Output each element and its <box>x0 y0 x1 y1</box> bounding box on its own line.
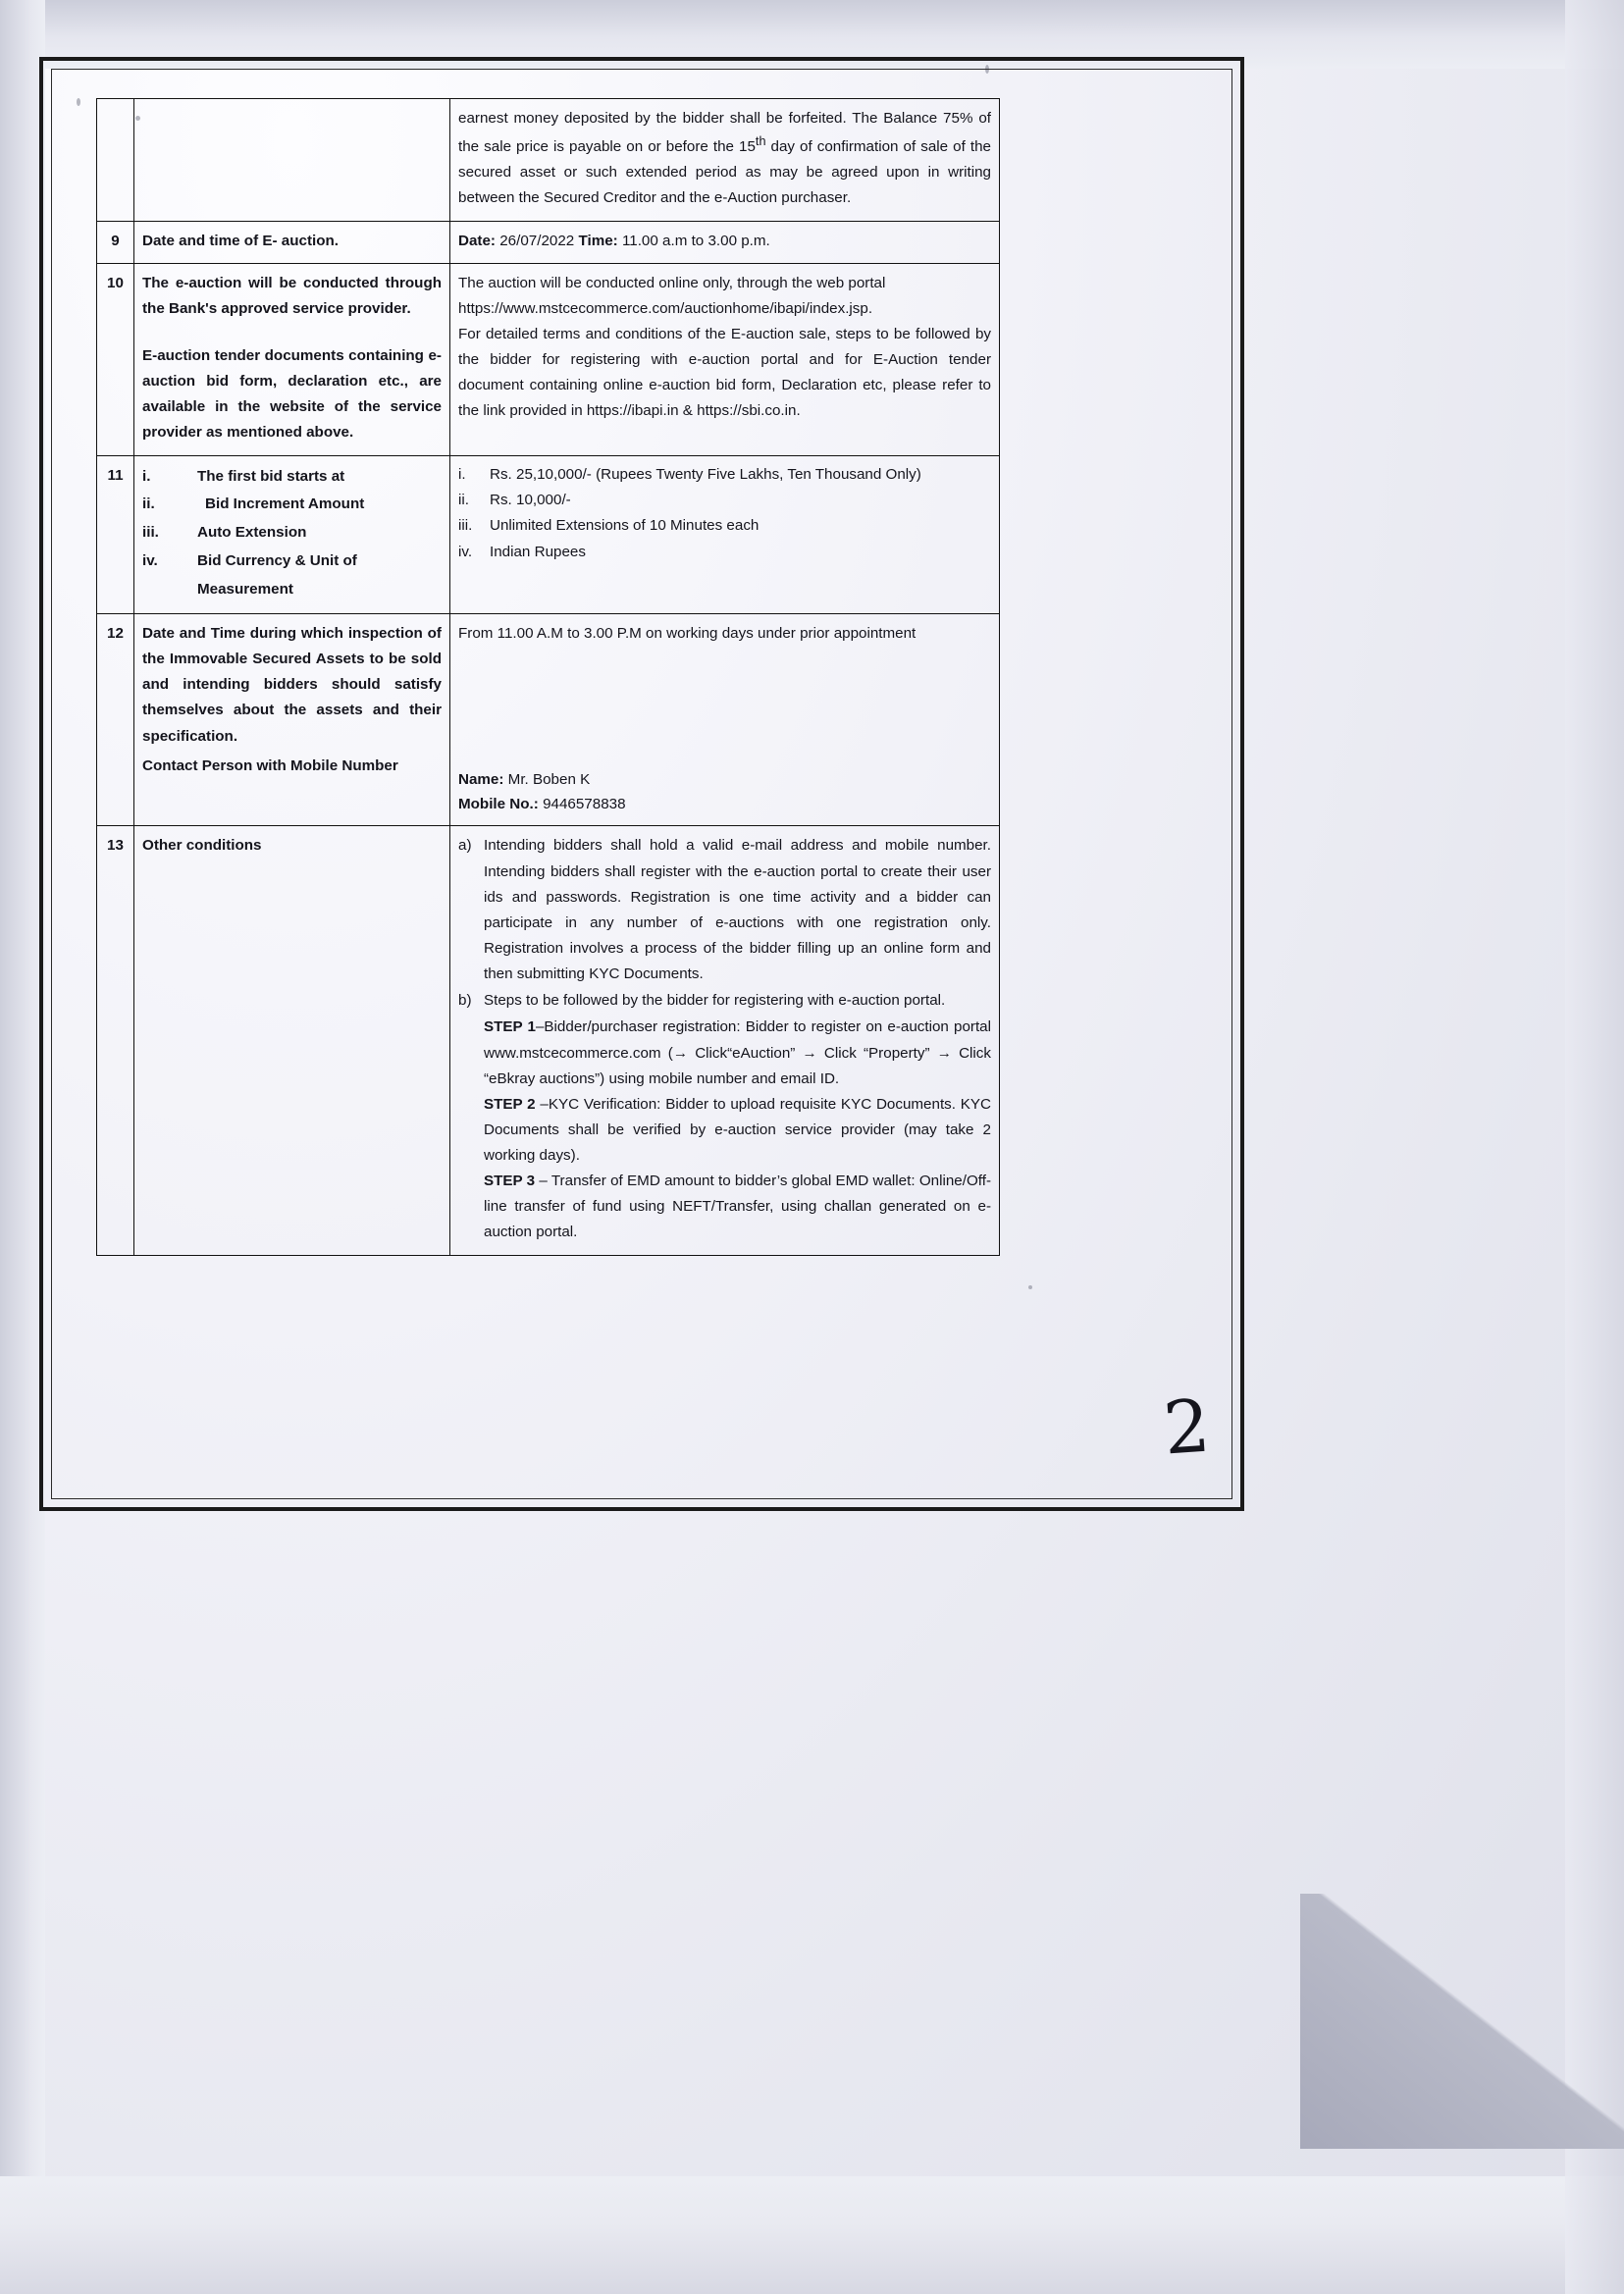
contact-mobile-line <box>458 793 991 817</box>
value-12-spacer <box>458 647 991 768</box>
row-value-9 <box>450 221 1000 263</box>
list-item <box>458 833 991 987</box>
row-description-10 <box>134 263 450 455</box>
row-serial-12: 12 <box>97 613 134 825</box>
table-row <box>97 613 1000 825</box>
scan-shadow-bottom <box>0 2176 1624 2294</box>
list-item <box>458 514 991 538</box>
row-serial-9: 9 <box>97 221 134 263</box>
item-numeral: iii. <box>458 517 473 535</box>
auction-terms-table <box>96 98 1000 1256</box>
step-3-label: STEP 3 <box>484 1173 536 1190</box>
item-numeral: iii. <box>142 524 159 542</box>
desc-10-part-1: The e-auction will be conducted through the Bank's approved service provider. <box>142 274 442 317</box>
row-description-11 <box>134 455 450 613</box>
step-1-label: STEP 1 <box>484 1018 536 1036</box>
contact-name: Mr. Boben K <box>507 771 591 789</box>
desc-10-part-2: E-auction tender documents containing e-auction bid form, declaration etc., are available in the website of the service provider as mentioned above. <box>142 347 442 442</box>
date-value: 26/07/2022 <box>499 232 575 249</box>
bid-parameter-values <box>458 463 991 564</box>
list-item <box>142 547 442 604</box>
list-item <box>142 491 442 519</box>
scan-corner-shadow <box>1300 1894 1624 2149</box>
mobile-label: Mobile No.: <box>458 795 539 812</box>
list-item <box>458 489 991 512</box>
table-row <box>97 455 1000 613</box>
item-text: The first bid starts at <box>197 467 345 485</box>
item-numeral: i. <box>458 465 466 483</box>
value-10-part-2: For detailed terms and conditions of the E-auction sale, steps to be followed by the bidder for registering with e-auction portal and for E-Auction tender document containing online e-auction bid form, Declaration etc, please refer to the link provided in https://ibapi.in & https://sbi.co.in. <box>458 326 991 420</box>
list-item <box>458 988 991 1014</box>
table-row <box>97 221 1000 263</box>
item-text: Bid Currency & Unit of Measurement <box>197 552 357 599</box>
contact-mobile: 9446578838 <box>543 795 626 812</box>
row-description-9: Date and time of E- auction. <box>134 221 450 263</box>
row-value-10 <box>450 263 1000 455</box>
item-numeral: i. <box>142 467 151 485</box>
table-row <box>97 826 1000 1255</box>
item-numeral: iv. <box>458 543 473 560</box>
item-text: Intending bidders shall hold a valid e-mail address and mobile number. Intending bidders shall register with the e-auction portal to create their user ids and passwords. Registration is one time activity and a bidder can participate in any number of e-auctions with one registration only. Registration involves a process of the bidder filling up an online form and then submitting KYC Documents. <box>484 837 991 983</box>
row-value <box>450 99 1000 222</box>
step-2 <box>484 1092 991 1169</box>
list-item <box>142 519 442 547</box>
row-value-12 <box>450 613 1000 825</box>
list-item <box>142 463 442 492</box>
step-3 <box>484 1169 991 1245</box>
registration-steps <box>458 1015 991 1245</box>
bid-parameter-list <box>142 463 442 604</box>
step-3-text: – Transfer of EMD amount to bidder’s global EMD wallet: Online/Off-line transfer of fund using NEFT/Transfer, using challan generated on e-auction portal. <box>484 1173 991 1241</box>
list-item <box>458 541 991 564</box>
row-value-11 <box>450 455 1000 613</box>
item-letter: a) <box>458 837 472 855</box>
item-numeral: ii. <box>142 495 155 513</box>
item-text: Unlimited Extensions of 10 Minutes each <box>490 517 760 535</box>
name-label: Name: <box>458 771 504 789</box>
page-number: 2 <box>1161 1383 1214 1472</box>
other-conditions-list <box>458 833 991 1014</box>
row-serial-11: 11 <box>97 455 134 613</box>
date-label: Date: <box>458 232 496 249</box>
contact-name-line <box>458 768 991 793</box>
value-10-part-1: The auction will be conducted online only, through the web portal https://www.mstcecommerce.com/auctionhome/ibapi/index.jsp. <box>458 274 886 317</box>
item-text: Bid Increment Amount <box>205 495 365 513</box>
item-text: Rs. 25,10,000/- (Rupees Twenty Five Lakhs, Ten Thousand Only) <box>490 465 921 483</box>
table-row <box>97 99 1000 222</box>
step-2-text: –KYC Verification: Bidder to upload requisite KYC Documents. KYC Documents shall be verified by e-auction service provider (may take 2 working days). <box>484 1095 992 1165</box>
list-item <box>458 463 991 487</box>
step-1 <box>484 1015 991 1091</box>
row-serial-10: 10 <box>97 263 134 455</box>
item-numeral: ii. <box>458 491 469 508</box>
step-2-label: STEP 2 <box>484 1095 536 1113</box>
row-value-13 <box>450 826 1000 1255</box>
item-text: Steps to be followed by the bidder for registering with e-auction portal. <box>484 992 946 1010</box>
item-numeral: iv. <box>142 552 158 570</box>
item-text: Indian Rupees <box>490 543 586 560</box>
time-label: Time: <box>578 232 618 249</box>
item-text: Rs. 10,000/- <box>490 491 571 508</box>
row-serial <box>97 99 134 222</box>
step-1-text: –Bidder/purchaser registration: Bidder to register on e-auction portal www.mstcecommerce.com (→ Click“eAuction” → Click “Property” → Click “eBkray auctions”) using mobile number and email ID. <box>484 1018 991 1087</box>
row-serial-13: 13 <box>97 826 134 1255</box>
row-description <box>134 99 450 222</box>
desc-12-part-2: Contact Person with Mobile Number <box>142 756 398 774</box>
desc-12-part-1: Date and Time during which inspection of the Immovable Secured Assets to be sold and intending bidders should satisfy themselves about the assets and their specification. <box>142 624 442 745</box>
value-12-inspection-window: From 11.00 A.M to 3.00 P.M on working days under prior appointment <box>458 624 917 642</box>
table-row <box>97 263 1000 455</box>
continuation-text: earnest money deposited by the bidder shall be forfeited. The Balance 75% of the sale price is payable on or before the 15th day of confirmation of sale of the secured asset or such extended period as may be agreed upon in writing between the Secured Creditor and the e-Auction purchaser. <box>458 110 991 207</box>
item-letter: b) <box>458 992 472 1010</box>
item-text: Auto Extension <box>197 524 307 542</box>
row-description-13: Other conditions <box>134 826 450 1255</box>
row-description-12 <box>134 613 450 825</box>
time-value: 11.00 a.m to 3.00 p.m. <box>621 232 770 249</box>
